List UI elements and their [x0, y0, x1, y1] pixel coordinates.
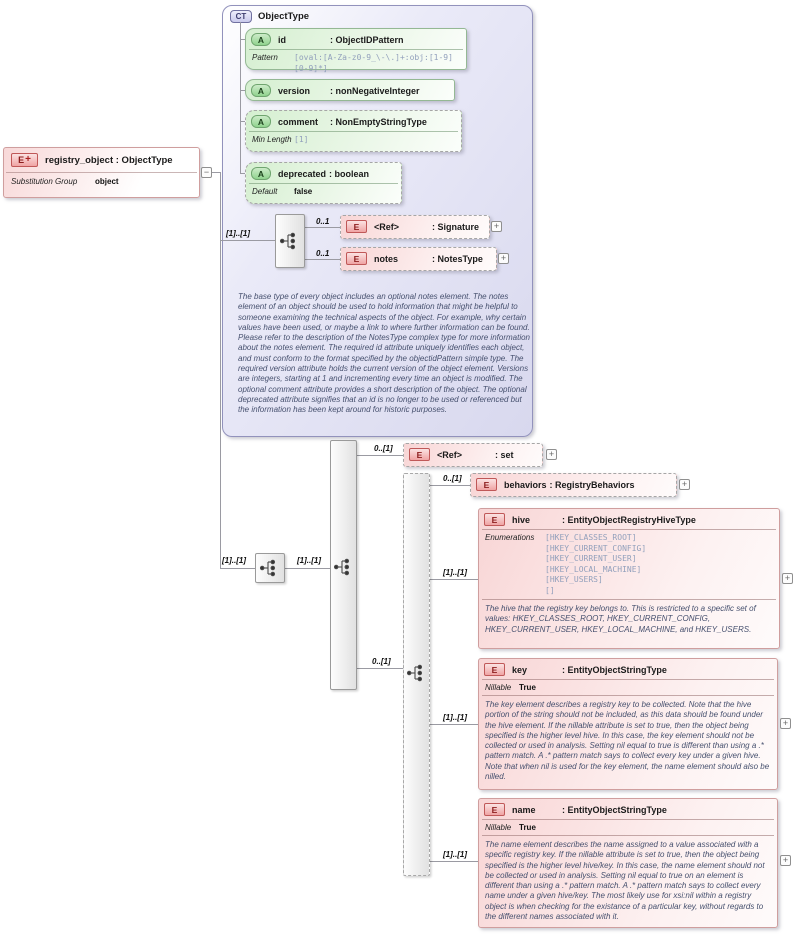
element-name: key: [512, 664, 528, 675]
connector-line: [220, 172, 221, 568]
facet-label: Default: [252, 187, 278, 196]
connector-line: [430, 579, 478, 580]
expand-button-notes[interactable]: +: [498, 253, 509, 264]
node-registry-object[interactable]: [3, 147, 200, 198]
complex-type-annotation: The base type of every object includes an optional notes element. The notes element of an object should be used to hold information that might be helpful to someone examining the technical aspects of the object. For example, why certain values have been used, or maybe a link to where further information can be found. Please refer to the description of the NotesType complex type for more information about the notes element. The required id attribute uniquely identifies each object, and must conform to the format specified by the objectidPattern simple type. The required version attribute holds the current version of the object element. Versions are integers, starting at 1 and incrementing every time an object is modified. The optional comment attribute provides a short description of the object. The optional deprecated attribute signifies that an id is no longer to be used or referenced but the information has been kept around for historic purposes.: [238, 292, 530, 415]
element-badge: E: [346, 220, 367, 233]
enumeration-values: [HKEY_CLASSES_ROOT] [HKEY_CURRENT_CONFIG] [HKEY_CURRENT_USER] [HKEY_LOCAL_MACHINE] [HKEY_USERS] []: [545, 533, 647, 595]
element-badge: E: [484, 663, 505, 676]
element-type: : NotesType: [432, 253, 483, 264]
attribute-badge: A: [251, 33, 271, 46]
element-type: : EntityObjectStringType: [562, 804, 667, 815]
cardinality-label: 0..[1]: [443, 474, 462, 483]
substitution-plus-icon: +: [25, 154, 31, 165]
connector-line: [212, 172, 220, 173]
element-annotation: The hive that the registry key belongs to. This is restricted to a specific set of values: HKEY_CLASSES_ROOT, HKEY_CURRENT_CONFIG, HKEY_CURRENT_USER, HKEY_LOCAL_MACHINE, and HKEY_USERS.: [485, 604, 756, 634]
cardinality-label: 0..[1]: [374, 444, 393, 453]
connector-line: [305, 227, 340, 228]
element-type: : EntityObjectRegistryHiveType: [562, 514, 696, 525]
element-badge: E: [484, 803, 505, 816]
element-name: behaviors: [504, 479, 547, 490]
attribute-name: id: [278, 34, 286, 45]
attribute-type: : boolean: [329, 168, 370, 179]
attribute-comment[interactable]: [245, 110, 462, 152]
element-type: : set: [495, 449, 514, 460]
expand-button-hive[interactable]: +: [782, 573, 793, 584]
connector-line: [220, 240, 275, 241]
element-annotation: The key element describes a registry key to be collected. Note that the hive portion of the string should not be included, as this data should be found under the hive element. If the nillable attribute is set to true, then the object being specified is the higher level hive. In this case, the key element should not be collected or used in analysis. Setting nil equal to true is different than using a .* pattern match. A .* pattern match says to collect every key under a given hive. Note that when nil is used for the key element, the name element should also be nilled.: [485, 700, 770, 782]
attribute-name: deprecated: [278, 168, 327, 179]
facet-value: [oval:[A-Za-z0-9_\-\.]+:obj:[1-9][0-9]*]: [294, 53, 453, 73]
root-element-title: registry_object : ObjectType: [45, 154, 173, 166]
element-notes[interactable]: [340, 247, 497, 271]
attribute-type: : NonEmptyStringType: [330, 116, 427, 127]
connector-line: [357, 668, 403, 669]
element-signature-ref[interactable]: [340, 215, 490, 239]
expand-button-key[interactable]: +: [780, 718, 791, 729]
sequence-icon: [259, 557, 281, 579]
enumerations-label: Enumerations: [485, 533, 535, 542]
element-name: <Ref>: [374, 221, 400, 232]
attribute-badge: A: [251, 84, 271, 97]
expand-button-name[interactable]: +: [780, 855, 791, 866]
element-badge: E: [484, 513, 505, 526]
optional-sequence-bar[interactable]: [403, 473, 430, 876]
substitution-group-label: Substitution Group: [11, 177, 78, 186]
attribute-deprecated[interactable]: [245, 162, 402, 204]
attribute-type: : ObjectIDPattern: [330, 34, 404, 45]
sequence-icon: [406, 662, 428, 684]
cardinality-label: 0..[1]: [372, 657, 391, 666]
attribute-version[interactable]: [245, 79, 455, 101]
expand-button-signature[interactable]: +: [491, 221, 502, 232]
global-element-badge: E +: [11, 153, 38, 167]
attribute-badge: A: [251, 167, 271, 180]
element-hive[interactable]: [478, 508, 780, 649]
complex-type-title: ObjectType: [258, 11, 310, 22]
element-type: : EntityObjectStringType: [562, 664, 667, 675]
element-set-ref[interactable]: [403, 443, 543, 467]
connector-line: [430, 724, 478, 725]
collapse-button[interactable]: −: [201, 167, 212, 178]
element-name: hive: [512, 514, 531, 525]
attribute-name: comment: [278, 116, 319, 127]
nillable-label: Nillable: [485, 823, 512, 832]
cardinality-label: 0..1: [316, 249, 330, 258]
element-name: name: [512, 804, 536, 815]
element-name-node[interactable]: [478, 798, 778, 928]
connector-line: [305, 259, 340, 260]
facet-value: [1]: [294, 135, 309, 144]
expand-button-set[interactable]: +: [546, 449, 557, 460]
connector-line: [357, 455, 403, 456]
expand-button-behaviors[interactable]: +: [679, 479, 690, 490]
cardinality-label: [1]..[1]: [226, 229, 250, 238]
sequence-icon: [279, 230, 301, 252]
element-name: notes: [374, 253, 399, 264]
complex-type-badge: CT: [230, 10, 252, 23]
element-name: <Ref>: [437, 449, 463, 460]
attribute-name: version: [278, 85, 311, 96]
cardinality-label: [1]..[1]: [443, 713, 467, 722]
sequence-bar[interactable]: [330, 440, 357, 690]
cardinality-label: [1]..[1]: [222, 556, 246, 565]
substitution-group-value: object: [95, 177, 119, 186]
connector-line: [220, 568, 255, 569]
element-badge: E: [409, 448, 430, 461]
element-annotation: The name element describes the name assigned to a value associated with a specific registry key. If the nillable attribute is set to true, then the object being specified is the higher level hive/key. In this case, the name element should not be collected or used in analysis. Setting nil equal to true on an element is different than using a .* pattern match. A .* pattern match says to collect every name under a given hive/key. The most likely use for xsi:nil within a registry object is when checking for the existance of a particular key, without regards to the different names associated with it.: [485, 840, 765, 922]
sequence-connector[interactable]: [255, 553, 285, 583]
facet-label: Pattern: [252, 53, 278, 62]
element-badge: E: [346, 252, 367, 265]
element-badge: E: [476, 478, 497, 491]
sequence-connector[interactable]: [275, 214, 305, 268]
connector-line: [240, 22, 241, 173]
element-key[interactable]: [478, 658, 778, 790]
nillable-label: Nillable: [485, 683, 512, 692]
element-type: : Signature: [432, 221, 480, 232]
facet-value: false: [294, 187, 313, 196]
facet-label: Min Length: [252, 135, 292, 144]
attribute-type: : nonNegativeInteger: [330, 85, 420, 96]
connector-line: [285, 568, 330, 569]
cardinality-label: [1]..[1]: [297, 556, 321, 565]
attribute-badge: A: [251, 115, 271, 128]
nillable-value: True: [519, 683, 536, 692]
element-type: : RegistryBehaviors: [549, 479, 635, 490]
connector-line: [430, 485, 470, 486]
nillable-value: True: [519, 823, 536, 832]
cardinality-label: [1]..[1]: [443, 850, 467, 859]
element-behaviors[interactable]: [470, 473, 677, 497]
connector-line: [430, 861, 478, 862]
cardinality-label: [1]..[1]: [443, 568, 467, 577]
attribute-id[interactable]: [245, 28, 467, 73]
cardinality-label: 0..1: [316, 217, 330, 226]
sequence-icon: [333, 556, 355, 578]
